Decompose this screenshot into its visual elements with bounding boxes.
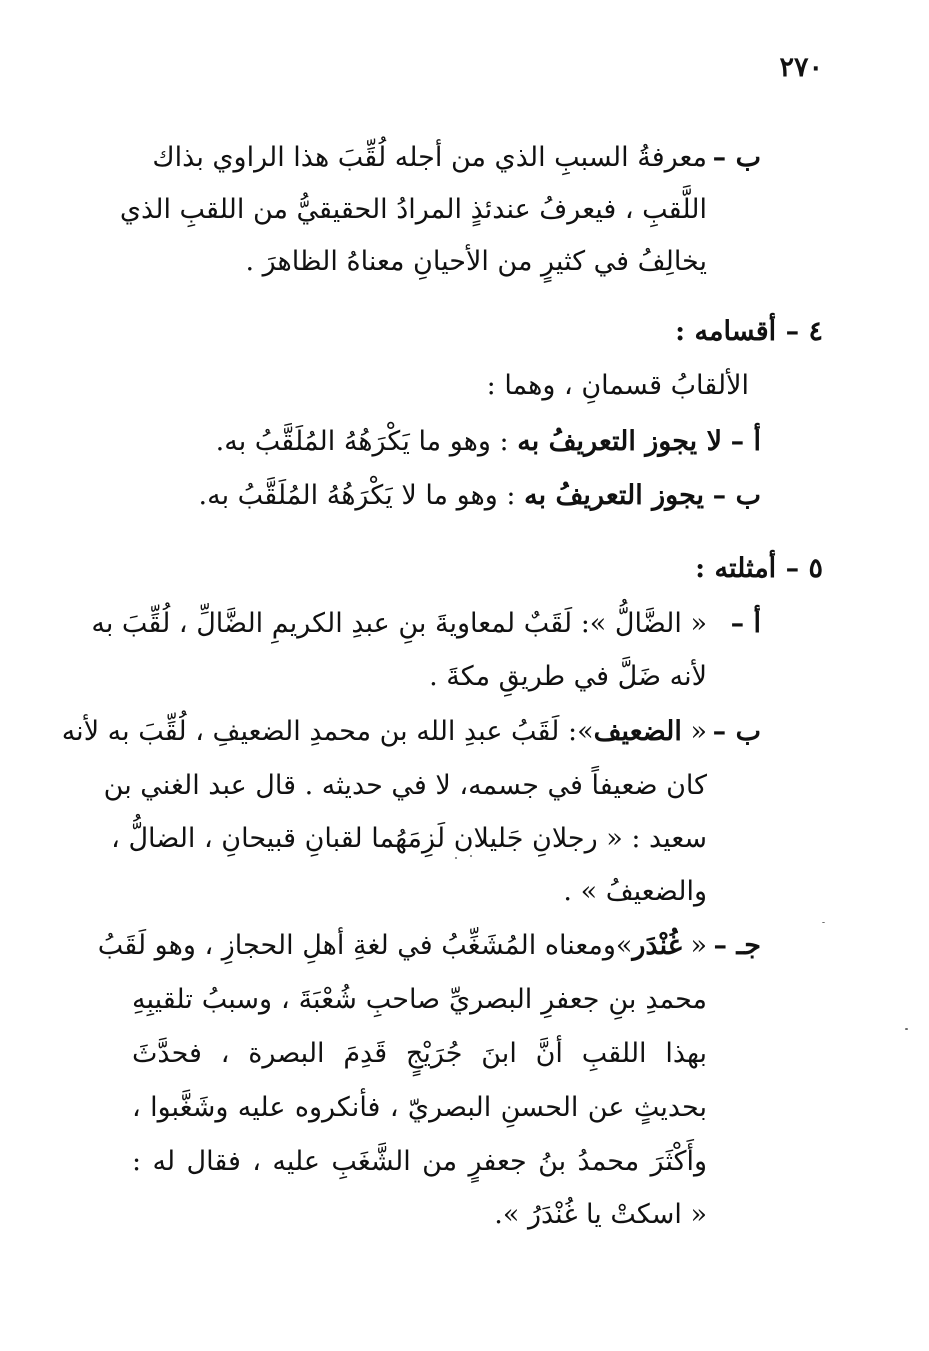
example-c-line-2: محمدِ بنِ جعفرِ البصريِّ صاحبِ شُعْبَةَ ، وسببُ تلقيبِهِ: [132, 984, 707, 1015]
example-c-line-1: [98, 926, 707, 966]
example-text: »: لَقَبُ عبدِ الله بن محمدِ الضعيفِ ، لُقِّبَ به لأنه: [61, 716, 594, 747]
intro-line-1: معرفةُ السببِ الذي من أجله لُقِّبَ هذا الراوي بذاك: [152, 142, 707, 173]
example-b-line-1: [62, 712, 707, 752]
item-text: : وهو ما يَكْرَهُهُ المُلَقَّبُ به.: [215, 426, 509, 457]
scan-speck: [455, 857, 457, 859]
example-a-line-2: لأنه ضَلَّ في طريقِ مكةَ .: [429, 661, 707, 692]
example-b-label: ب –: [712, 716, 761, 747]
intro-line-3: يخالِفُ في كثيرٍ من الأحيانِ معناهُ الظاهرَ .: [245, 246, 707, 277]
example-a-line-1: « الضَّالُّ »: لَقَبٌ لمعاويةَ بنِ عبدِ الكريمِ الضَّالِّ ، لُقِّبَ به: [91, 608, 707, 639]
section-4-intro: الألقابُ قسمانِ ، وهما :: [486, 370, 749, 401]
section-4-heading: ٤ – أقسامه :: [675, 316, 823, 347]
item-bold-term: يجوز التعريفُ به: [524, 480, 705, 511]
section-5-heading: ٥ – أمثلته :: [695, 553, 823, 584]
scan-speck: [905, 1028, 908, 1030]
item-label: أ –: [730, 426, 761, 457]
example-text: »ومعناه المُشَغِّبُ في لغةِ أهلِ الحجازِ ، وهو لَقَبُ: [97, 930, 633, 961]
example-c-line-5: وأَكْثَرَ محمدُ بنُ جعفرٍ من الشَّغَبِ عليه ، فقال له :: [132, 1146, 707, 1177]
example-c-line-3: بهذا اللقبِ أنَّ ابنَ جُرَيْجٍ قَدِمَ البصرة ، فحدَّثَ: [132, 1038, 707, 1069]
section-4-item-a: [216, 422, 761, 462]
example-b-line-2: كان ضعيفاً في جسمه، لا في حديثه . قال عبد الغني بن: [103, 770, 707, 801]
quote-open: «: [690, 930, 707, 961]
scan-speck: [822, 922, 825, 923]
scan-speck: [470, 855, 472, 857]
item-label: ب –: [712, 480, 761, 511]
example-b-line-4: والضعيفُ » .: [563, 876, 707, 907]
example-a-label: أ –: [730, 608, 761, 639]
item-text: : وهو ما لا يَكْرَهُهُ المُلَقَّبُ به.: [198, 480, 516, 511]
page-number: ٢٧٠: [779, 52, 823, 83]
example-c-line-6: « اسكتْ يا غُنْدَرُ ».: [494, 1199, 707, 1230]
example-term: غُنْدَر: [632, 930, 682, 961]
section-4-item-b: [199, 476, 761, 516]
example-c-label: جـ –: [713, 930, 761, 961]
intro-line-2: اللَّقبِ ، فيعرفُ عندئذٍ المرادُ الحقيقيُّ من اللقبِ الذي: [119, 194, 707, 225]
example-term: الضعيف: [593, 716, 682, 747]
item-bold-term: لا يجوز التعريفُ به: [517, 426, 722, 457]
example-b-line-3: سعيد : « رجلانِ جَليلان لَزِمَهُما لقبانِ قبيحانِ ، الضالُّ ،: [111, 823, 707, 854]
intro-item-label: ب –: [712, 142, 761, 173]
example-c-line-4: بحديثٍ عن الحسنِ البصريّ ، فأنكروه عليه وشَغَّبوا ،: [132, 1092, 707, 1123]
quote-open: «: [690, 716, 707, 747]
